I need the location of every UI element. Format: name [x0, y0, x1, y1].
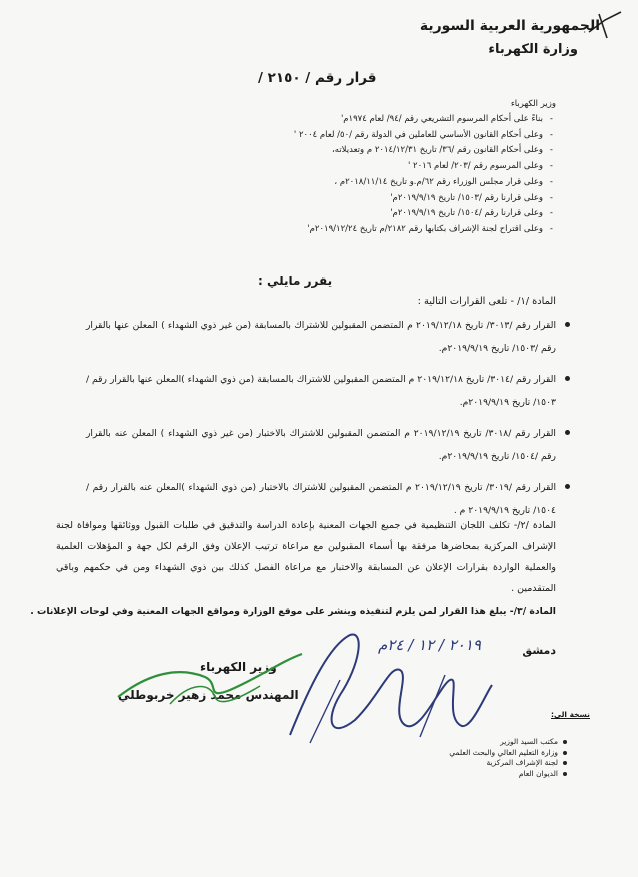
preamble-item: وعلى المرسوم رقم /٢٠٣/ لعام ٢٠١٦ ' -	[294, 159, 543, 175]
preamble-item: وعلى قرارنا رقم /١٥٠٣/ تاريخ ٢٠١٩/٩/١٩م' -	[294, 191, 543, 207]
article1-heading: المادة /١/ - تلغى القرارات التالية :	[417, 296, 556, 307]
copies-item: مكتب السيد الوزير	[449, 737, 558, 748]
place-label: دمشق	[522, 644, 556, 657]
copies-item: الديوان العام	[449, 769, 558, 780]
article1-item: القرار رقم /٣٠١٨/ تاريخ ٢٠١٩/١٢/١٩ م المتضمن المقبولين للاشتراك بالاختبار (من غير ذوي الشهداء ) المعلن عنه بالقرار رقم /١٥٠٤/ تاريخ ٢٠١٩/٩/١٩م.	[86, 422, 556, 468]
ministry-name: وزارة الكهرباء	[488, 42, 578, 57]
preamble-item: بناءً على أحكام المرسوم التشريعي رقم /٩٤/ لعام ١٩٧٤م' -	[294, 112, 543, 128]
decides-heading: يقرر مايلي :	[258, 274, 333, 288]
republic-name: الجمهورية العربية السورية	[419, 18, 600, 34]
article1-list	[86, 314, 556, 522]
preamble-item: وعلى اقتراح لجنة الإشراف بكتابها رقم ٢١٨٢/م تاريخ ٢٠١٩/١٢/٢٤م' -	[294, 222, 543, 238]
green-signature-icon	[110, 642, 310, 717]
preamble-minister: وزير الكهرباء	[510, 99, 556, 109]
signatory-title: وزير الكهرباء	[200, 660, 277, 674]
copies-heading: نسخة الى:	[551, 710, 590, 719]
decision-title: قرار رقم / ٢١٥٠ /	[258, 70, 377, 86]
copies-item: لجنة الإشراف المركزية	[449, 758, 558, 769]
signatory-name: المهندس محمد زهير خربوطلي	[118, 688, 299, 702]
preamble-item: وعلى أحكام القانون رقم /٣٦/ تاريخ ٢٠١٤/١٢/٣١ م وتعديلاته، -	[294, 143, 543, 159]
preamble-item: وعلى قرارنا رقم /١٥٠٤/ تاريخ ٢٠١٩/٩/١٩م' -	[294, 206, 543, 222]
copies-item: وزارة التعليم العالي والبحث العلمي	[449, 747, 558, 757]
preamble-list	[294, 112, 543, 238]
copies-list	[449, 737, 558, 779]
article1-item: القرار رقم /٣٠١٣/ تاريخ ٢٠١٩/١٢/١٨ م المتضمن المقبولين للاشتراك بالمسابقة (من غير ذوي الشهداء ) المعلن عنها بالقرار رقم /١٥٠٣/ تاريخ ٢٠١٩/٩/١٩م.	[86, 314, 556, 360]
article3-text: المادة /٣/- يبلغ هذا القرار لمن يلزم لتنفيذه وينشر على موقع الوزارة ومواقع الجهات المعنية وفي لوحات الإعلانات .	[30, 606, 556, 617]
article2-text: المادة /٢/- تكلف اللجان التنظيمية في جميع الجهات المعنية بإعادة الدراسة والتدقيق في طلبات القبول ووثائقها وموافاة لجنة الإشراف المركزية بمحاضرها مرفقة بها أسماء المقبولين مع مراعاة ترتيب الإعلان وفق الرقم لكل جهة و المؤهلات العلمية والعملية الواردة بقرارات الإعلان عن المسابقة والاختبار مع مراعاة الفصل كذلك بين ذوي الشهداء ومن في حكمهم وباقي المتقدمين .	[56, 520, 556, 594]
preamble-item: وعلى قرار مجلس الوزراء رقم ٦٢/م.و تاريخ ٢٠١٨/١١/١٤م ، -	[294, 175, 543, 191]
article1-item: القرار رقم /٣٠١٤/ تاريخ ٢٠١٩/١٢/١٨ م المتضمن المقبولين للاشتراك بالمسابقة (من ذوي الشهداء )المعلن عنها بالقرار رقم /١٥٠٣/ تاريخ ٢٠١٩/٩/١٩م.	[86, 368, 556, 414]
article1-item: القرار رقم /٣٠١٩/ تاريخ ٢٠١٩/١٢/١٩ م المتضمن المقبولين للاشتراك بالاختبار (من ذوي الشهداء )المعلن عنه بالقرار رقم /١٥٠٤/ تاريخ ٢٠١٩/٩/١٩ م .	[86, 476, 556, 522]
handwritten-date: ٢٠١٩ / ١٢ / ٢٤م	[378, 636, 481, 654]
preamble-item: وعلى أحكام القانون الأساسي للعاملين في الدولة رقم /٥٠/ لعام ٢٠٠٤ ' -	[294, 128, 543, 144]
